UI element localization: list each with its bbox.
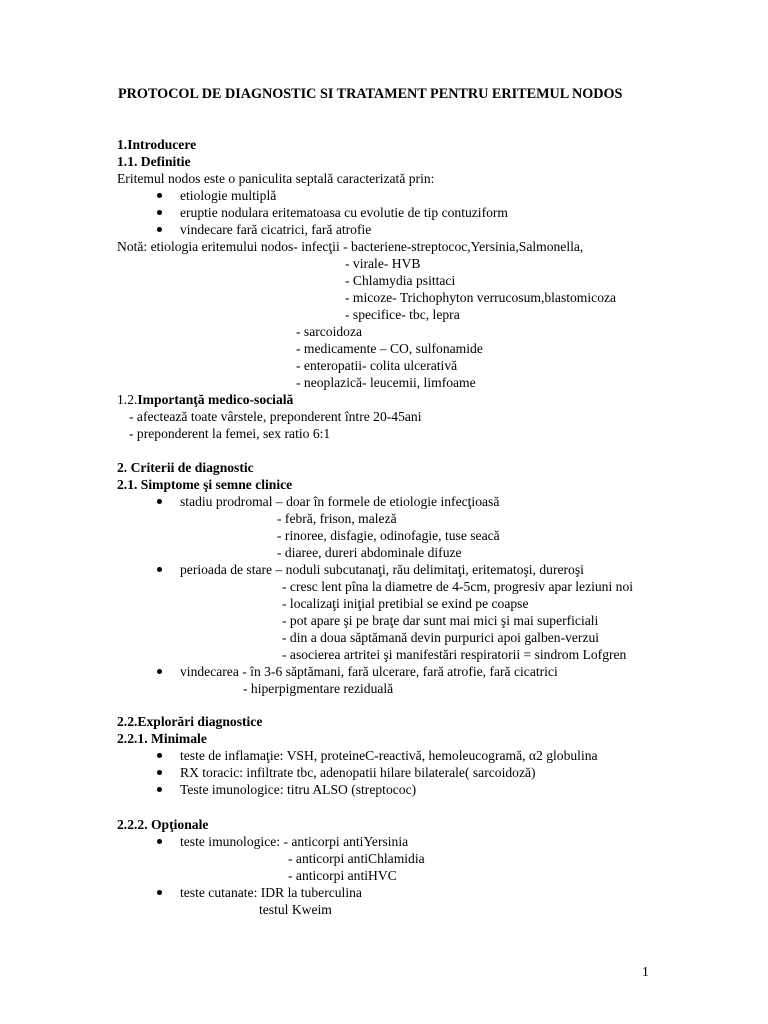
minimale-item: Teste imunologice: titru ALSO (streptococ) [180,782,417,797]
optionale-subitem: testul Kweim [259,902,332,917]
stare-item: - cresc lent pîna la diametre de 4-5cm, progresiv apar leziuni noi [282,579,634,594]
etiology-infection-item: - virale- HVB [345,256,421,271]
importanta-item: - afectează toate vârstele, preponderent între 20-45ani [129,409,422,424]
definition-text: Eritemul nodos este o paniculita septală caracterizată prin: [117,171,435,186]
etiology-other-item: - enteropatii- colita ulcerativă [296,358,458,373]
bullet-icon [157,890,162,895]
bullet-icon [157,753,162,758]
etiology-other-item: - neoplazică- leucemii, limfoame [296,375,476,390]
etiology-infection-item: - Chlamydia psittaci [345,273,456,288]
definition-bullet: eruptie nodulara eritematoasa cu evolutie de tip contuziform [180,205,509,220]
bullet-icon [157,787,162,792]
symptom-bullet-prodromal: stadiu prodromal – doar în formele de etiologie infecţioasă [180,494,500,509]
bullet-icon [157,567,162,572]
subsection-optionale: 2.2.2. Opţionale [117,817,209,832]
section-heading-criterii: 2. Criterii de diagnostic [117,460,254,475]
etiology-infection-item: - specifice- tbc, lepra [345,307,460,322]
importanta-item: - preponderent la femei, sex ratio 6:1 [129,426,331,441]
document-title: PROTOCOL DE DIAGNOSTIC SI TRATAMENT PENTRU ERITEMUL NODOS [118,86,623,102]
optionale-item: teste imunologice: - anticorpi antiYersinia [180,834,409,849]
bullet-icon [157,839,162,844]
symptom-bullet-stare: perioada de stare – noduli subcutanaţi, rău delimitaţi, eritematoşi, dureroşi [180,562,584,577]
prodromal-item: - rinoree, disfagie, odinofagie, tuse seacă [277,528,500,543]
subsection-explorari: 2.2.Explorări diagnostice [117,714,263,729]
etiology-note: Notă: etiologia eritemului nodos- infecţii - bacteriene-streptococ,Yersinia,Salmonella, [117,239,584,254]
stare-item: - asocierea artritei şi manifestări respiratorii = sindrom Lofgren [282,647,627,662]
stare-item: - din a doua săptămană devin purpurici apoi galben-verzui [282,630,600,645]
definition-bullet: vindecare fară cicatrici, fară atrofie [180,222,372,237]
subsection-importanta [117,391,293,408]
etiology-infection-item: - micoze- Trichophyton verrucosum,blastomicoza [345,290,617,305]
subsection-title: Importanţă medico-socială [137,392,294,407]
definition-bullet: etiologie multiplă [180,188,277,203]
subsection-definitie: 1.1. Definitie [117,154,191,169]
etiology-other-item: - sarcoidoza [296,324,363,339]
prodromal-item: - febră, frison, maleză [277,511,397,526]
prodromal-item: - diaree, dureri abdominale difuze [277,545,462,560]
symptom-bullet-vindecare: vindecarea - în 3-6 săptămani, fară ulcerare, fară atrofie, fară cicatrici [180,664,558,679]
subsection-number: 1.2. [117,392,138,407]
bullet-icon [157,227,162,232]
section-heading-introducere: 1.Introducere [117,137,197,152]
optionale-subitem: - anticorpi antiChlamidia [288,851,425,866]
bullet-icon [157,770,162,775]
minimale-item: RX toracic: infiltrate tbc, adenopatii hilare bilaterale( sarcoidoză) [180,765,536,780]
vindecare-item: - hiperpigmentare reziduală [243,681,394,696]
bullet-icon [157,210,162,215]
optionale-item: teste cutanate: IDR la tuberculina [180,885,362,900]
page-number: 1 [642,964,649,979]
stare-item: - localizaţi iniţial pretibial se exind pe coapse [282,596,529,611]
bullet-icon [157,669,162,674]
subsection-simptome: 2.1. Simptome şi semne clinice [117,477,293,492]
subsection-minimale: 2.2.1. Minimale [117,731,207,746]
etiology-other-item: - medicamente – CO, sulfonamide [296,341,483,356]
minimale-item: teste de inflamaţie: VSH, proteineC-reactivă, hemoleucogramă, α2 globulina [180,748,598,763]
bullet-icon [157,499,162,504]
optionale-subitem: - anticorpi antiHVC [288,868,397,883]
bullet-icon [157,193,162,198]
stare-item: - pot apare şi pe braţe dar sunt mai mici şi mai superficiali [282,613,599,628]
